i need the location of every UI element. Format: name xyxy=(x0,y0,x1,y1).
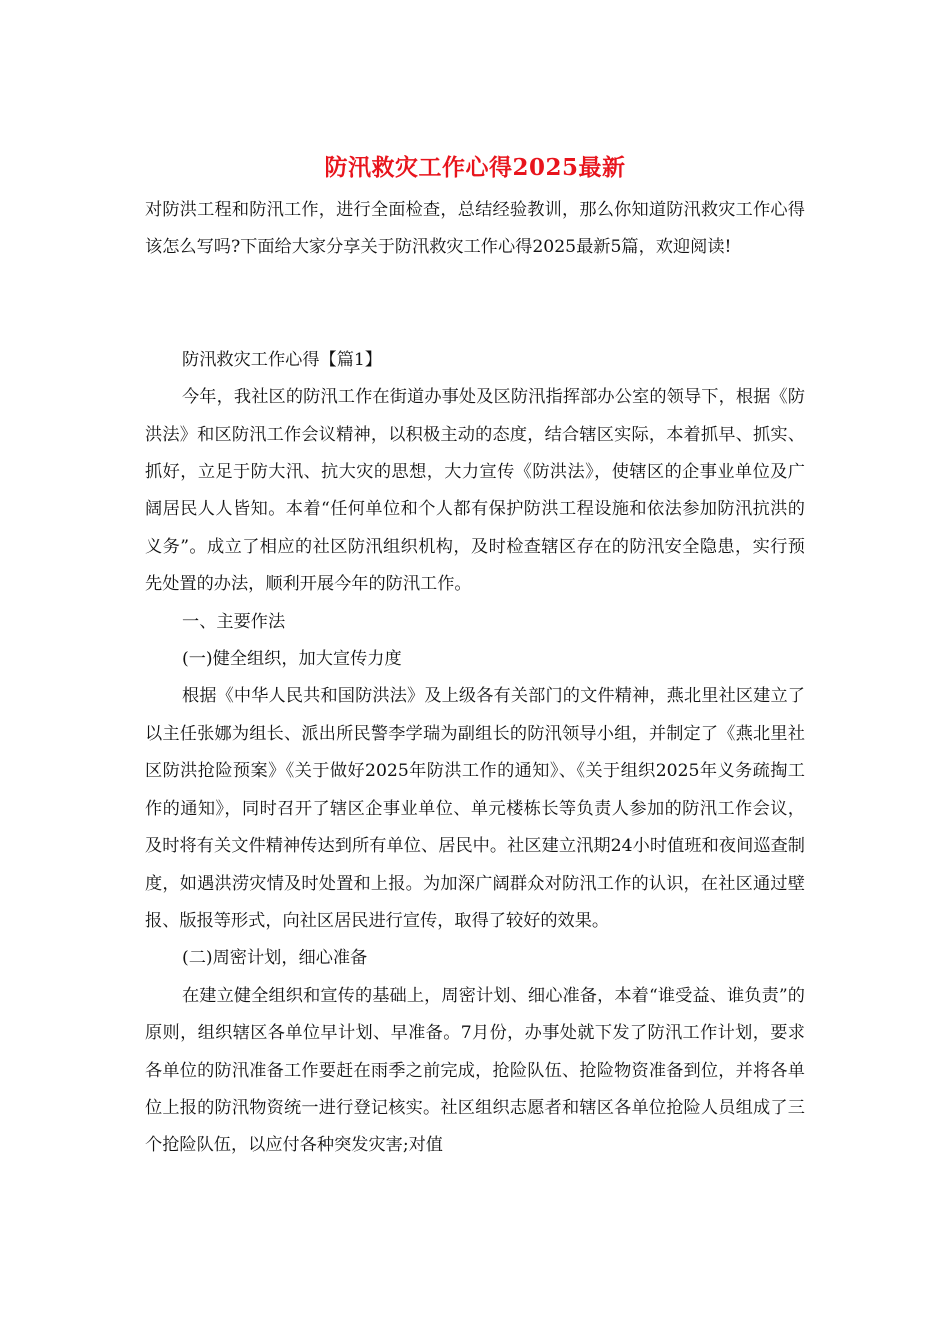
spacer xyxy=(145,267,805,342)
paragraph-1: 今年，我社区的防汛工作在街道办事处及区防汛指挥部办公室的领导下，根据《防洪法》和区防汛工作会议精神，以积极主动的态度，结合辖区实际，本着抓早、抓实、抓好，立足于防大汛、抗大灾的思想，大力宣传《防洪法》，使辖区的企事业单位及广阔居民人人皆知。本着“任何单位和个人都有保护防洪工程设施和依法参加防汛抗洪的义务”。成立了相应的社区防汛组织机构，及时检查辖区存在的防汛安全隐患，实行预先处置的办法，顺利开展今年的防汛工作。 xyxy=(145,387,805,595)
subheading-1: (一)健全组织，加大宣传力度 xyxy=(182,649,402,670)
heading-main-practices: 一、主要作法 xyxy=(182,611,286,632)
subheading-2: (二)周密计划，细心准备 xyxy=(182,948,368,969)
paragraph-2: 根据《中华人民共和国防洪法》及上级各有关部门的文件精神，燕北里社区建立了以主任张娜为组长、派出所民警李学瑞为副组长的防汛领导小组，并制定了《燕北里社区防洪抢险预案》《关于做好2025年防洪工作的通知》、《关于组织2025年义务疏掏工作的通知》，同时召开了辖区企事业单位、单元楼栋长等负责人参加的防汛工作会议，及时将有关文件精神传达到所有单位、居民中。社区建立汛期24小时值班和夜间巡查制度，如遇洪涝灾情及时处置和上报。为加深广阔群众对防汛工作的认识，在社区通过壁报、版报等形式，向社区居民进行宣传，取得了较好的效果。 xyxy=(145,686,805,931)
paragraph-3: 在建立健全组织和宣传的基础上，周密计划、细心准备，本着“谁受益、谁负责”的原则，组织辖区各单位早计划、早准备。7月份，办事处就下发了防汛工作计划，要求各单位的防汛准备工作要赶在雨季之前完成，抢险队伍、抢险物资准备到位，并将各单位上报的防汛物资统一进行登记核实。社区组织志愿者和辖区各单位抢险人员组成了三个抢险队伍，以应付各种突发灾害;对值 xyxy=(145,985,805,1156)
document-body xyxy=(145,192,805,1165)
intro-paragraph: 对防洪工程和防汛工作，进行全面检查，总结经验教训，那么你知道防汛救灾工作心得该怎么写吗?下面给大家分享关于防汛救灾工作心得2025最新5篇，欢迎阅读! xyxy=(145,200,805,258)
section-heading: 防汛救灾工作心得【篇1】 xyxy=(182,349,382,370)
document-title: 防汛救灾工作心得2025最新 xyxy=(324,154,626,181)
